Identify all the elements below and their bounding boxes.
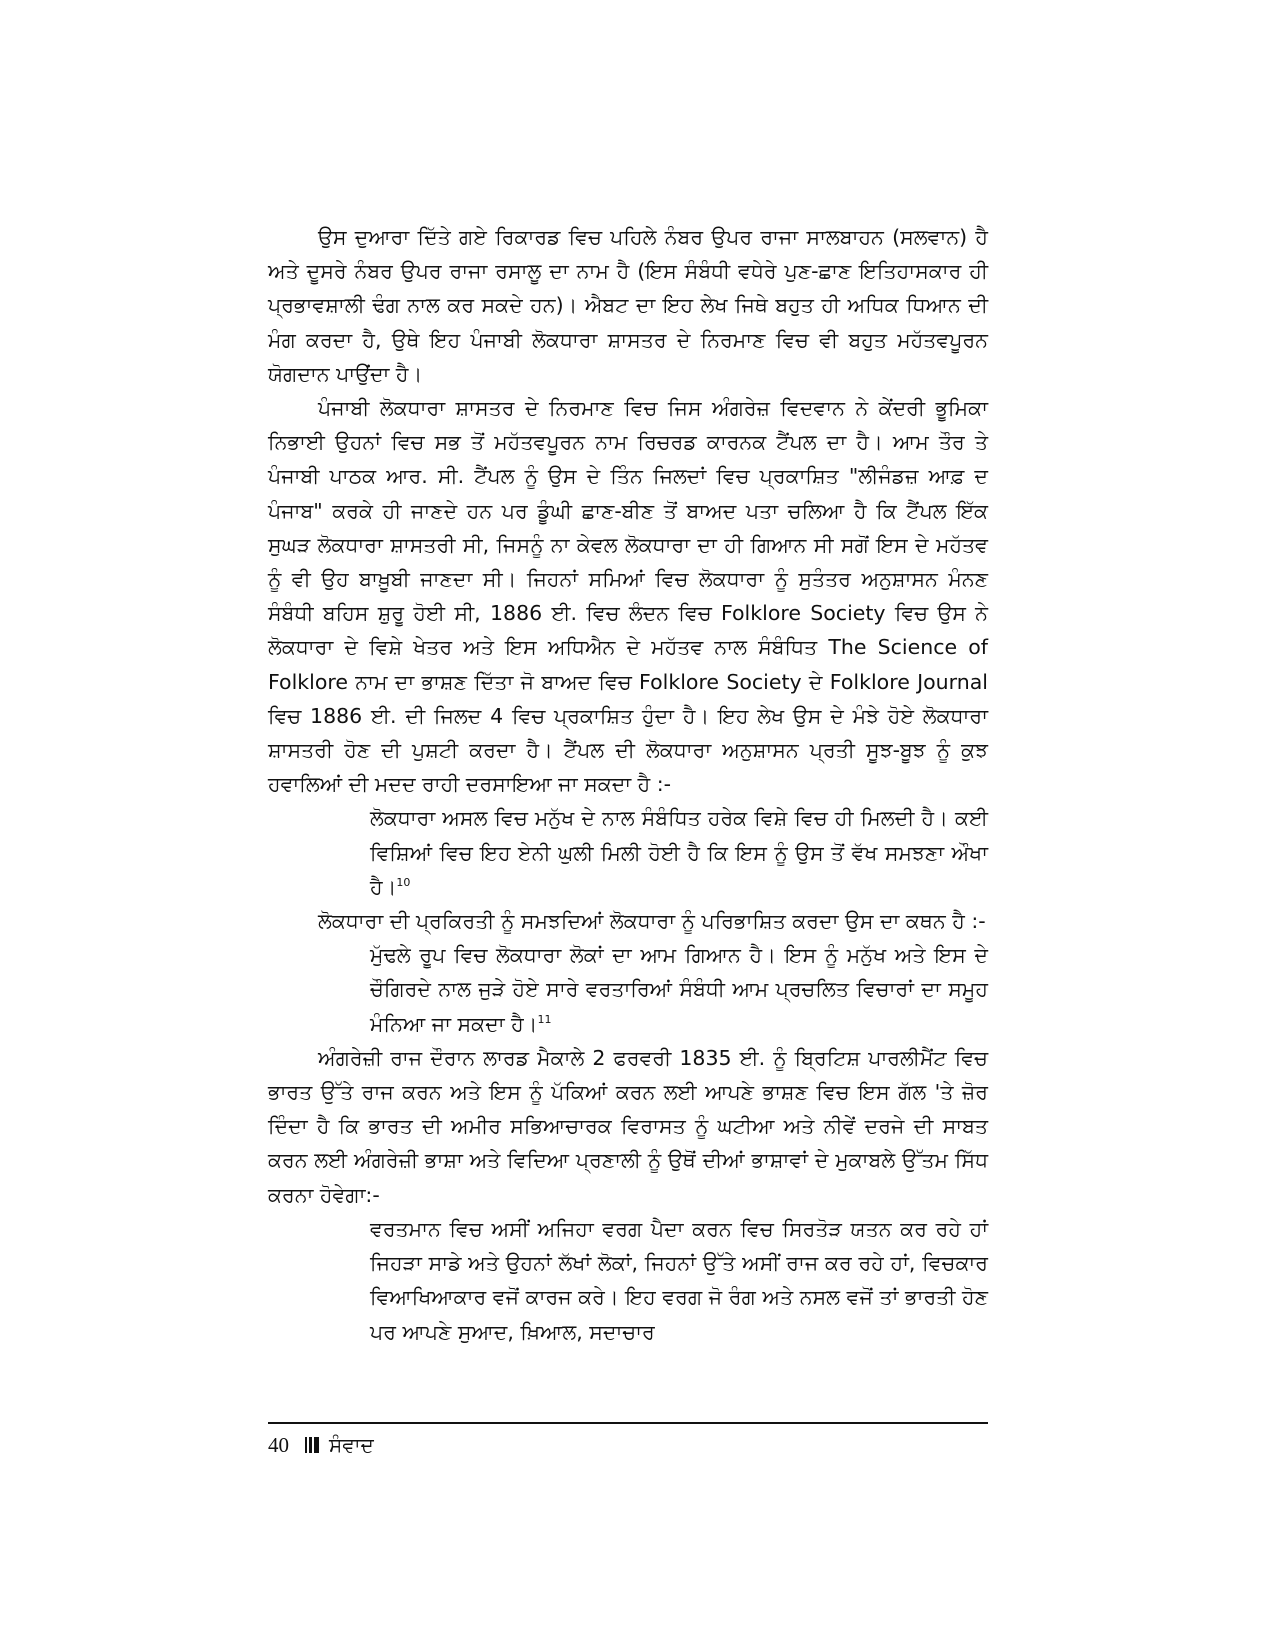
journal-name: ਸੰਵਾਦ [329, 1433, 374, 1457]
page-number: 40 [268, 1432, 289, 1457]
quote-text: ਲੋਕਧਾਰਾ ਅਸਲ ਵਿਚ ਮਨੁੱਖ ਦੇ ਨਾਲ ਸੰਬੰਧਿਤ ਹਰੇਕ ਵਿਸ਼ੇ ਵਿਚ ਹੀ ਮਿਲਦੀ ਹੈ। ਕਈ ਵਿਸ਼ਿਆਂ ਵਿਚ ਇਹ ਏਨੀ ਘੁਲੀ ਮਿਲੀ ਹੋਈ ਹੈ ਕਿ ਇਸ ਨੂੰ ਉਸ ਤੋਂ ਵੱਖ ਸਮਝਣਾ ਔਖਾ ਹੈ। [370, 806, 988, 899]
footnote-marker: 11 [537, 1012, 552, 1026]
footer-divider [268, 1422, 988, 1424]
triple-bar-icon [305, 1437, 321, 1453]
block-quote [370, 801, 988, 904]
paragraph: ਲੋਕਧਾਰਾ ਦੀ ਪ੍ਰਕਿਰਤੀ ਨੂੰ ਸਮਝਦਿਆਂ ਲੋਕਧਾਰਾ ਨੂੰ ਪਰਿਭਾਸ਼ਿਤ ਕਰਦਾ ਉਸ ਦਾ ਕਥਨ ਹੈ :- [318, 909, 986, 934]
footnote-marker: 10 [396, 876, 411, 890]
block-quote [370, 1212, 988, 1349]
body-text [268, 220, 988, 1349]
paragraph: ਉਸ ਦੁਆਰਾ ਦਿੱਤੇ ਗਏ ਰਿਕਾਰਡ ਵਿਚ ਪਹਿਲੇ ਨੰਬਰ ਉਪਰ ਰਾਜਾ ਸਾਲਬਾਹਨ (ਸਲਵਾਨ) ਹੈ ਅਤੇ ਦੂਸਰੇ ਨੰਬਰ ਉਪਰ ਰਾਜਾ ਰਸਾਲੂ ਦਾ ਨਾਮ ਹੈ (ਇਸ ਸੰਬੰਧੀ ਵਧੇਰੇ ਪੁਣ-ਛਾਣ ਇਤਿਹਾਸਕਾਰ ਹੀ ਪ੍ਰਭਾਵਸ਼ਾਲੀ ਢੰਗ ਨਾਲ ਕਰ ਸਕਦੇ ਹਨ)। ਐਬਟ ਦਾ ਇਹ ਲੇਖ ਜਿਥੇ ਬਹੁਤ ਹੀ ਅਧਿਕ ਧਿਆਨ ਦੀ ਮੰਗ ਕਰਦਾ ਹੈ, ਉਥੇ ਇਹ ਪੰਜਾਬੀ ਲੋਕਧਾਰਾ ਸ਼ਾਸਤਰ ਦੇ ਨਿਰਮਾਣ ਵਿਚ ਵੀ ਬਹੁਤ ਮਹੱਤਵਪੂਰਨ ਯੋਗਦਾਨ ਪਾਉਂਦਾ ਹੈ। [268, 225, 988, 386]
quote-text: ਵਰਤਮਾਨ ਵਿਚ ਅਸੀਂ ਅਜਿਹਾ ਵਰਗ ਪੈਦਾ ਕਰਨ ਵਿਚ ਸਿਰਤੋੜ ਯਤਨ ਕਰ ਰਹੇ ਹਾਂ ਜਿਹੜਾ ਸਾਡੇ ਅਤੇ ਉਹਨਾਂ ਲੱਖਾਂ ਲੋਕਾਂ, ਜਿਹਨਾਂ ਉੱਤੇ ਅਸੀਂ ਰਾਜ ਕਰ ਰਹੇ ਹਾਂ, ਵਿਚਕਾਰ ਵਿਆਖਿਆਕਾਰ ਵਜੋਂ ਕਾਰਜ ਕਰੇ। ਇਹ ਵਰਗ ਜੋ ਰੰਗ ਅਤੇ ਨਸਲ ਵਜੋਂ ਤਾਂ ਭਾਰਤੀ ਹੋਣ ਪਰ ਆਪਣੇ ਸੁਆਦ, ਖ਼ਿਆਲ, ਸਦਾਚਾਰ [370, 1216, 988, 1344]
block-quote [370, 938, 988, 1041]
quote-text: ਮੁੱਢਲੇ ਰੂਪ ਵਿਚ ਲੋਕਧਾਰਾ ਲੋਕਾਂ ਦਾ ਆਮ ਗਿਆਨ ਹੈ। ਇਸ ਨੂੰ ਮਨੁੱਖ ਅਤੇ ਇਸ ਦੇ ਚੌਗਿਰਦੇ ਨਾਲ ਜੁੜੇ ਹੋਏ ਸਾਰੇ ਵਰਤਾਰਿਆਂ ਸੰਬੰਧੀ ਆਮ ਪ੍ਰਚਲਿਤ ਵਿਚਾਰਾਂ ਦਾ ਸਮੂਹ ਮੰਨਿਆ ਜਾ ਸਕਦਾ ਹੈ। [370, 943, 988, 1036]
paragraph: ਅੰਗਰੇਜ਼ੀ ਰਾਜ ਦੌਰਾਨ ਲਾਰਡ ਮੈਕਾਲੇ 2 ਫਰਵਰੀ 1835 ਈ. ਨੂੰ ਬ੍ਰਿਟਿਸ਼ ਪਾਰਲੀਮੈਂਟ ਵਿਚ ਭਾਰਤ ਉੱਤੇ ਰਾਜ ਕਰਨ ਅਤੇ ਇਸ ਨੂੰ ਪੱਕਿਆਂ ਕਰਨ ਲਈ ਆਪਣੇ ਭਾਸ਼ਣ ਵਿਚ ਇਸ ਗੱਲ 'ਤੇ ਜ਼ੋਰ ਦਿੰਦਾ ਹੈ ਕਿ ਭਾਰਤ ਦੀ ਅਮੀਰ ਸਭਿਆਚਾਰਕ ਵਿਰਾਸਤ ਨੂੰ ਘਟੀਆ ਅਤੇ ਨੀਵੇਂ ਦਰਜੇ ਦੀ ਸਾਬਤ ਕਰਨ ਲਈ ਅੰਗਰੇਜ਼ੀ ਭਾਸ਼ਾ ਅਤੇ ਵਿਦਿਆ ਪ੍ਰਣਾਲੀ ਨੂੰ ਉਥੋਂ ਦੀਆਂ ਭਾਸ਼ਾਵਾਂ ਦੇ ਮੁਕਾਬਲੇ ਉੱਤਮ ਸਿੱਧ ਕਰਨਾ ਹੋਵੇਗਾ:- [268, 1045, 988, 1207]
page-footer [268, 1430, 374, 1460]
paragraph: ਪੰਜਾਬੀ ਲੋਕਧਾਰਾ ਸ਼ਾਸਤਰ ਦੇ ਨਿਰਮਾਣ ਵਿਚ ਜਿਸ ਅੰਗਰੇਜ਼ ਵਿਦਵਾਨ ਨੇ ਕੇਂਦਰੀ ਭੂਮਿਕਾ ਨਿਭਾਈ ਉਹਨਾਂ ਵਿਚ ਸਭ ਤੋਂ ਮਹੱਤਵਪੂਰਨ ਨਾਮ ਰਿਚਰਡ ਕਾਰਨਕ ਟੈਂਪਲ ਦਾ ਹੈ। ਆਮ ਤੌਰ ਤੇ ਪੰਜਾਬੀ ਪਾਠਕ ਆਰ. ਸੀ. ਟੈਂਪਲ ਨੂੰ ਉਸ ਦੇ ਤਿੰਨ ਜਿਲਦਾਂ ਵਿਚ ਪ੍ਰਕਾਸ਼ਿਤ "ਲੀਜੰਡਜ਼ ਆਫ਼ ਦ ਪੰਜਾਬ" ਕਰਕੇ ਹੀ ਜਾਣਦੇ ਹਨ ਪਰ ਡੂੰਘੀ ਛਾਣ-ਬੀਣ ਤੋਂ ਬਾਅਦ ਪਤਾ ਚਲਿਆ ਹੈ ਕਿ ਟੈਂਪਲ ਇੱਕ ਸੁਘੜ ਲੋਕਧਾਰਾ ਸ਼ਾਸਤਰੀ ਸੀ, ਜਿਸਨੂੰ ਨਾ ਕੇਵਲ ਲੋਕਧਾਰਾ ਦਾ ਹੀ ਗਿਆਨ ਸੀ ਸਗੋਂ ਇਸ ਦੇ ਮਹੱਤਵ ਨੂੰ ਵੀ ਉਹ ਬਾਖ਼ੂਬੀ ਜਾਣਦਾ ਸੀ। ਜਿਹਨਾਂ ਸਮਿਆਂ ਵਿਚ ਲੋਕਧਾਰਾ ਨੂੰ ਸੁਤੰਤਰ ਅਨੁਸ਼ਾਸਨ ਮੰਨਣ ਸੰਬੰਧੀ ਬਹਿਸ ਸ਼ੁਰੂ ਹੋਈ ਸੀ, 1886 ਈ. ਵਿਚ ਲੰਦਨ ਵਿਚ Folklore Society ਵਿਚ ਉਸ ਨੇ ਲੋਕਧਾਰਾ ਦੇ ਵਿਸ਼ੇ ਖੇਤਰ ਅਤੇ ਇਸ ਅਧਿਐਨ ਦੇ ਮਹੱਤਵ ਨਾਲ ਸੰਬੰਧਿਤ The Science of Folklore ਨਾਮ ਦਾ ਭਾਸ਼ਣ ਦਿੱਤਾ ਜੋ ਬਾਅਦ ਵਿਚ Folklore Society ਦੇ Folklore Journal ਵਿਚ 1886 ਈ. ਦੀ ਜਿਲਦ 4 ਵਿਚ ਪ੍ਰਕਾਸ਼ਿਤ ਹੁੰਦਾ ਹੈ। ਇਹ ਲੇਖ ਉਸ ਦੇ ਮੰਝੇ ਹੋਏ ਲੋਕਧਾਰਾ ਸ਼ਾਸਤਰੀ ਹੋਣ ਦੀ ਪੁਸ਼ਟੀ ਕਰਦਾ ਹੈ। ਟੈਂਪਲ ਦੀ ਲੋਕਧਾਰਾ ਅਨੁਸ਼ਾਸਨ ਪ੍ਰਤੀ ਸੂਝ-ਬੂਝ ਨੂੰ ਕੁਝ ਹਵਾਲਿਆਂ ਦੀ ਮਦਦ ਰਾਹੀ ਦਰਸਾਇਆ ਜਾ ਸਕਦਾ ਹੈ :- [268, 396, 988, 797]
